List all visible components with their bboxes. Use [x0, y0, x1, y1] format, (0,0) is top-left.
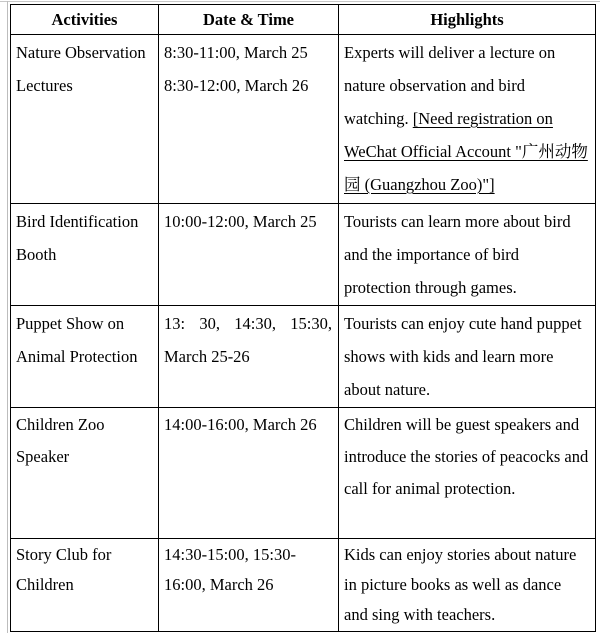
highlight-text: Experts will deliver a lecture on nature observation and bird watching. — [344, 43, 556, 128]
highlight-cell — [339, 35, 596, 204]
activity-cell: Story Club for Children — [11, 539, 159, 632]
highlight-cell: Kids can enjoy stories about nature in picture books as well as dance and sing with teachers. — [339, 539, 596, 632]
date-cell — [159, 35, 339, 204]
header-row — [11, 5, 596, 35]
date-line: 8:30-11:00, March 25 — [164, 43, 308, 62]
date-cell — [159, 539, 339, 632]
table-row-story-club — [11, 539, 596, 632]
table-row-children-zoo-speaker — [11, 408, 596, 539]
activities-schedule-table — [10, 4, 596, 632]
page-edge-top-line — [0, 1, 600, 2]
date-line: 8:30-12:00, March 26 — [164, 76, 309, 95]
table-row-puppet-show — [11, 306, 596, 408]
activity-cell: Children Zoo Speaker — [11, 408, 159, 539]
table-row-bird-identification — [11, 204, 596, 306]
date-line: 10:00-12:00, March 25 — [164, 212, 317, 231]
activity-cell: Puppet Show on Animal Protection — [11, 306, 159, 408]
date-cell — [159, 306, 339, 408]
date-line: 14:00-16:00, March 26 — [164, 415, 317, 434]
table-row-nature-observation — [11, 35, 596, 204]
header-date-time: Date & Time — [159, 5, 339, 35]
highlight-cell: Tourists can learn more about bird and the importance of bird protection through games. — [339, 204, 596, 306]
header-activities: Activities — [11, 5, 159, 35]
highlight-cell: Tourists can enjoy cute hand puppet shows with kids and learn more about nature. — [339, 306, 596, 408]
highlight-cell: Children will be guest speakers and introduce the stories of peacocks and call for animal protection. — [339, 408, 596, 539]
activity-cell: Nature Observation Lectures — [11, 35, 159, 204]
activity-cell: Bird Identification Booth — [11, 204, 159, 306]
registration-note-underlined: [Need registration on WeChat Official Account "广州动物园 (Guangzhou Zoo)"] — [344, 109, 588, 194]
date-line: 13: 30, 14:30, 15:30, March 25-26 — [164, 314, 332, 366]
page-edge-left-line — [7, 1, 8, 633]
header-highlights: Highlights — [339, 5, 596, 35]
date-cell — [159, 204, 339, 306]
date-line: 14:30-15:00, 15:30-16:00, March 26 — [164, 545, 296, 594]
date-cell — [159, 408, 339, 539]
